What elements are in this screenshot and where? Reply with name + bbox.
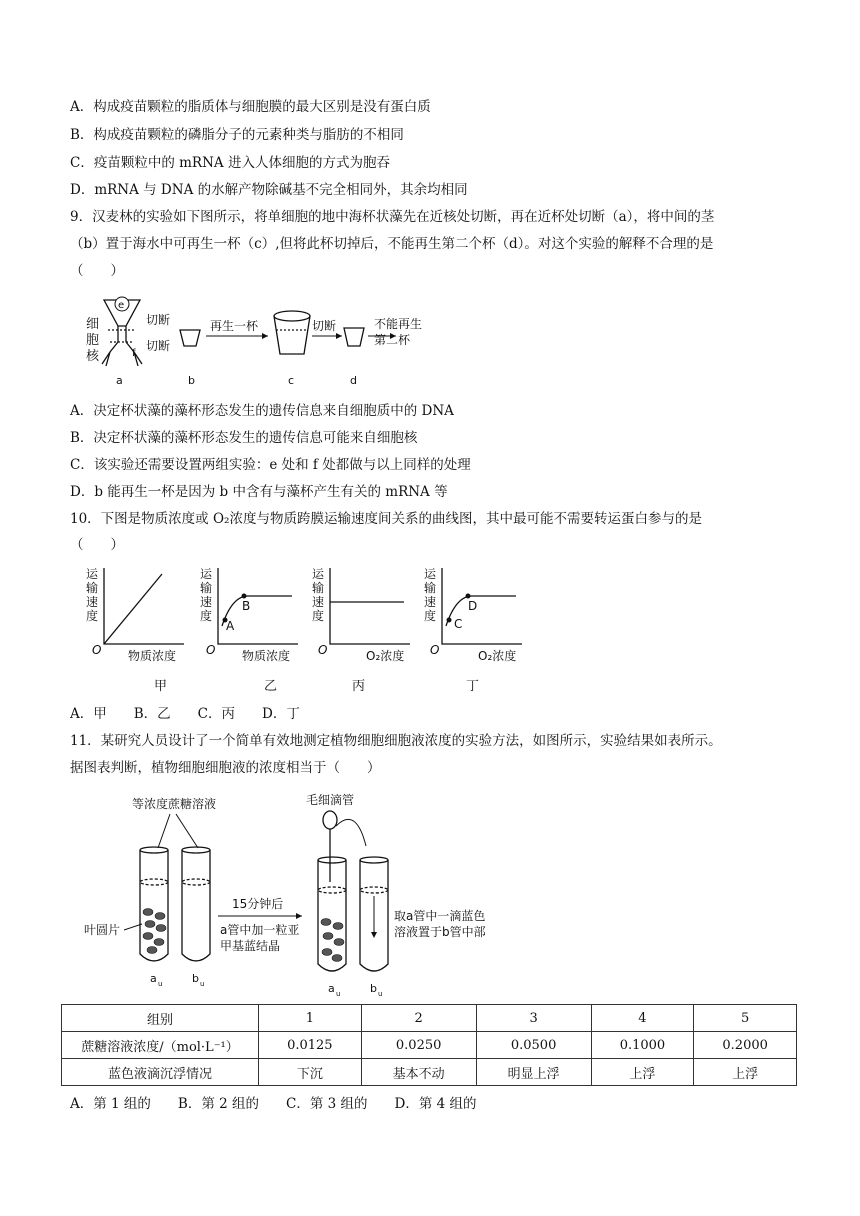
capillary-label: 毛细滴管 [306, 793, 355, 807]
f-label: f [132, 348, 136, 359]
svg-text:a: a [328, 982, 335, 995]
table-cell: 上浮 [591, 1059, 694, 1086]
q11-stem-line1: 11．某研究人员设计了一个简单有效地测定植物细胞细胞液浓度的实验方法，如图所示，实验结果如表所示。 [70, 733, 722, 749]
point-b [242, 594, 247, 599]
svg-text:运: 运 [424, 567, 437, 581]
svg-text:速: 速 [86, 595, 99, 609]
graph-jia [86, 567, 184, 694]
regrown-cup-c [274, 311, 310, 354]
after-label: 15分钟后 [232, 897, 284, 911]
leaf-discs [143, 909, 166, 954]
svg-text:速: 速 [200, 595, 213, 609]
q10-stem-line2: （ ） [70, 537, 124, 553]
svg-text:输: 输 [86, 581, 99, 595]
xlabel-ding: O₂浓度 [478, 649, 517, 663]
q11-figure [84, 786, 514, 998]
svg-text:输: 输 [200, 581, 213, 595]
name-bing: 丙 [352, 679, 366, 694]
svg-text:运: 运 [312, 567, 325, 581]
table-row [62, 1005, 797, 1032]
no-regen-label-2: 第二杯 [374, 333, 411, 347]
table-cell: 0.0250 [361, 1032, 476, 1059]
stem-d-drawing [344, 328, 364, 346]
q8-option-b: B．构成疫苗颗粒的磷脂分子的元素种类与脂肪的不相同 [70, 127, 404, 143]
xlabel-bing: O₂浓度 [366, 649, 405, 663]
xlabel-yi: 物质浓度 [242, 649, 291, 663]
point-d [466, 594, 471, 599]
add-label-1: a管中加一粒亚 [220, 923, 300, 937]
q9-option-d: D．b 能再生一杯是因为 b 中含有与藻杯产生有关的 mRNA 等 [70, 484, 448, 500]
svg-text:O: O [430, 643, 440, 657]
q9-option-a: A．决定杯状藻的藻杯形态发生的遗传信息来自细胞质中的 DNA [70, 403, 454, 419]
table-row [62, 1032, 797, 1059]
name-ding: 丁 [466, 679, 480, 694]
svg-text:O: O [92, 643, 102, 657]
add-label-2: 甲基蓝结晶 [220, 939, 281, 953]
svg-text:输: 输 [312, 581, 325, 595]
svg-text:O: O [206, 643, 216, 657]
q11-stem-line2: 据图表判断，植物细胞细胞液的浓度相当于（ ） [70, 760, 381, 776]
cut-label-c: 切断 [312, 319, 337, 333]
table-cell: 下沉 [259, 1059, 362, 1086]
svg-text:运: 运 [200, 567, 213, 581]
panel-label-b: b [188, 374, 195, 387]
svg-text:u: u [336, 990, 341, 998]
svg-text:O: O [318, 643, 328, 657]
svg-text:u: u [200, 980, 205, 988]
svg-text:u: u [378, 990, 383, 998]
table-cell: 0.2000 [694, 1032, 797, 1059]
cut-label-bottom: 切断 [146, 339, 171, 353]
name-jia: 甲 [154, 679, 168, 694]
table-cell: 0.0500 [476, 1032, 591, 1059]
svg-text:度: 度 [200, 609, 213, 623]
table-cell: 基本不动 [361, 1059, 476, 1086]
svg-text:输: 输 [424, 581, 437, 595]
regen-label: 再生一杯 [210, 319, 259, 333]
q8-option-c: C．疫苗颗粒中的 mRNA 进入人体细胞的方式为胞吞 [70, 155, 390, 171]
take-label-2: 溶液置于b管中部 [394, 925, 486, 939]
linear-curve [104, 574, 162, 644]
leaf-disc-label: 叶圆片 [84, 923, 121, 937]
q9-option-b: B．决定杯状藻的藻杯形态发生的遗传信息可能来自细胞核 [70, 430, 418, 446]
table-cell: 4 [591, 1005, 694, 1032]
table-cell: 蓝色液滴沉浮情况 [62, 1059, 259, 1086]
table-cell: 上浮 [694, 1059, 797, 1086]
table-cell: 2 [361, 1005, 476, 1032]
q10-options: A．甲 B．乙 C．丙 D．丁 [70, 706, 300, 722]
graph-bing [312, 567, 410, 694]
table-cell: 0.0125 [259, 1032, 362, 1059]
q10-graphs [80, 562, 540, 700]
tube-a-right [318, 857, 346, 971]
svg-text:A: A [226, 619, 235, 633]
table-cell: 5 [694, 1005, 797, 1032]
cut-label-top: 切断 [146, 313, 171, 327]
take-label-1: 取a管中一滴蓝色 [394, 909, 486, 923]
panel-label-a: a [116, 374, 123, 387]
table-cell: 0.1000 [591, 1032, 694, 1059]
svg-text:度: 度 [86, 609, 99, 623]
name-yi: 乙 [264, 679, 278, 694]
table-row [62, 1059, 797, 1086]
q9-side-label-2: 胞 [86, 333, 100, 348]
graph-ding [424, 567, 522, 694]
table-cell: 明显上浮 [476, 1059, 591, 1086]
panel-label-d: d [350, 374, 357, 387]
svg-text:u: u [158, 980, 163, 988]
q9-option-c: C．该实验还需要设置两组实验：e 处和 f 处都做与以上同样的处理 [70, 457, 471, 473]
svg-text:度: 度 [424, 609, 437, 623]
q11-options: A．第 1 组的 B．第 2 组的 C．第 3 组的 D．第 4 组的 [70, 1096, 477, 1112]
q9-figure [80, 288, 460, 392]
svg-text:D: D [468, 599, 478, 613]
dropper-bulb [323, 811, 337, 829]
point-c [447, 618, 452, 623]
q8-option-d: D．mRNA 与 DNA 的水解产物除碱基不完全相同外，其余均相同 [70, 182, 468, 198]
table-cell: 组别 [62, 1005, 259, 1032]
e-label: e [118, 300, 125, 311]
panel-label-c: c [288, 374, 295, 387]
xlabel-jia: 物质浓度 [128, 649, 177, 663]
q9-stem-line3: （ ） [70, 263, 124, 279]
stem-b-drawing [180, 330, 200, 346]
q9-stem-line1: 9．汉麦林的实验如下图所示，将单细胞的地中海杯状藻先在近核处切断，再在近杯处切断（a），将中间的茎 [70, 209, 715, 225]
graph-yi [200, 567, 298, 694]
table-cell: 蔗糖溶液浓度/（mol·L⁻¹） [62, 1032, 259, 1059]
tube-b-left [182, 847, 210, 961]
table-cell: 3 [476, 1005, 591, 1032]
svg-text:速: 速 [312, 595, 325, 609]
tube-a-left [140, 847, 168, 961]
svg-text:B: B [242, 599, 251, 613]
q10-stem-line1: 10．下图是物质浓度或 O₂浓度与物质跨膜运输速度间关系的曲线图，其中最可能不需要转运蛋白参与的是 [70, 511, 702, 527]
svg-text:度: 度 [312, 609, 325, 623]
q9-stem-line2: （b）置于海水中可再生一杯（c）,但将此杯切掉后，不能再生第二个杯（d）。对这个实验的解释不合理的是 [70, 236, 714, 252]
q9-side-label-1: 细 [86, 317, 100, 332]
table-cell: 1 [259, 1005, 362, 1032]
svg-text:运: 运 [86, 567, 99, 581]
svg-text:b: b [370, 982, 377, 995]
svg-text:a: a [150, 972, 157, 985]
svg-text:b: b [192, 972, 199, 985]
results-table [61, 1004, 797, 1086]
svg-text:速: 速 [424, 595, 437, 609]
q9-side-label-3: 核 [86, 349, 100, 364]
q8-option-a: A．构成疫苗颗粒的脂质体与细胞膜的最大区别是没有蛋白质 [70, 99, 431, 115]
svg-text:C: C [454, 617, 463, 631]
no-regen-label-1: 不能再生 [374, 317, 423, 331]
sucrose-label: 等浓度蔗糖溶液 [132, 797, 217, 811]
